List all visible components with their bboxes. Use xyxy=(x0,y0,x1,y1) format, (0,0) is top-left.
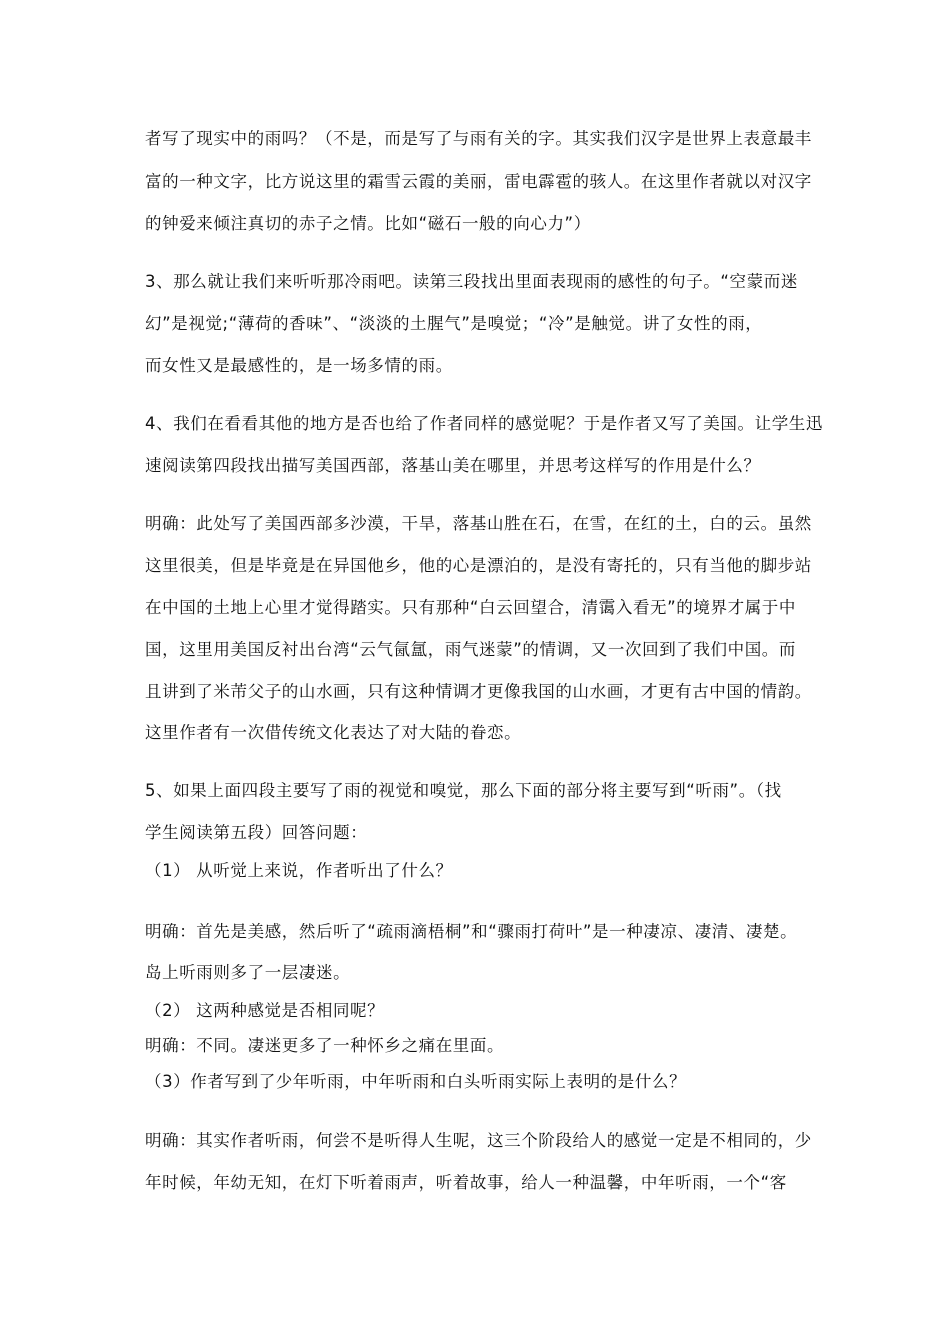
text-line: 速阅读第四段找出描写美国西部，落基山美在哪里，并思考这样写的作用是什么？ xyxy=(145,456,761,475)
text-line: 幻”是视觉;“薄荷的香味”、“淡淡的土腥气”是嗅觉；“冷”是触觉。讲了女性的雨， xyxy=(145,314,763,333)
text-line: （2） 这两种感觉是否相同呢？ xyxy=(145,1001,385,1020)
text-line: 3、那么就让我们来听听那冷雨吧。读第三段找出里面表现雨的感性的句子。“空蒙而迷 xyxy=(145,272,798,291)
text-line: 年时候，年幼无知，在灯下听着雨声，听着故事，给人一种温馨，中年听雨，一个“客 xyxy=(145,1173,787,1192)
text-line: 4、我们在看看其他的地方是否也给了作者同样的感觉呢？于是作者又写了美国。让学生迅 xyxy=(145,414,823,433)
text-line: 这里作者有一次借传统文化表达了对大陆的眷恋。 xyxy=(145,723,522,742)
text-line: （1） 从听觉上来说，作者听出了什么？ xyxy=(145,861,453,880)
text-line: 的钟爱来倾注真切的赤子之情。比如“磁石一般的向心力”） xyxy=(145,214,591,233)
text-line: 而女性又是最感性的，是一场多情的雨。 xyxy=(145,356,453,375)
text-line: 明确：不同。凄迷更多了一种怀乡之痛在里面。 xyxy=(145,1036,505,1055)
text-line: 富的一种文字，比方说这里的霜雪云霞的美丽，雷电霹雹的骇人。在这里作者就以对汉字 xyxy=(145,172,812,191)
text-line: 岛上听雨则多了一层凄迷。 xyxy=(145,963,351,982)
text-line: （3）作者写到了少年听雨，中年听雨和白头听雨实际上表明的是什么？ xyxy=(145,1072,687,1091)
text-line: 明确：此处写了美国西部多沙漠，干旱，落基山胜在石，在雪，在红的土，白的云。虽然 xyxy=(145,514,812,533)
text-line: 明确：首先是美感，然后听了“疏雨滴梧桐”和“骤雨打荷叶”是一种凄凉、凄清、凄楚。 xyxy=(145,922,798,941)
text-line: 在中国的土地上心里才觉得踏实。只有那种“白云回望合，清霭入看无”的境界才属于中 xyxy=(145,598,796,617)
text-line: 明确：其实作者听雨，何尝不是听得人生呢，这三个阶段给人的感觉一定是不相同的，少 xyxy=(145,1131,812,1150)
text-line: 国，这里用美国反衬出台湾“云气氤氲，雨气迷蒙”的情调，又一次回到了我们中国。而 xyxy=(145,640,796,659)
text-line: 者写了现实中的雨吗？（不是，而是写了与雨有关的字。其实我们汉字是世界上表意最丰 xyxy=(145,129,812,148)
text-line: 且讲到了米芾父子的山水画，只有这种情调才更像我国的山水画，才更有古中国的情韵。 xyxy=(145,682,812,701)
text-line: 5、如果上面四段主要写了雨的视觉和嗅觉，那么下面的部分将主要写到“听雨”。（找 xyxy=(145,781,782,800)
text-line: 这里很美，但是毕竟是在异国他乡，他的心是漂泊的，是没有寄托的，只有当他的脚步站 xyxy=(145,556,812,575)
text-line: 学生阅读第五段）回答问题： xyxy=(145,823,368,842)
